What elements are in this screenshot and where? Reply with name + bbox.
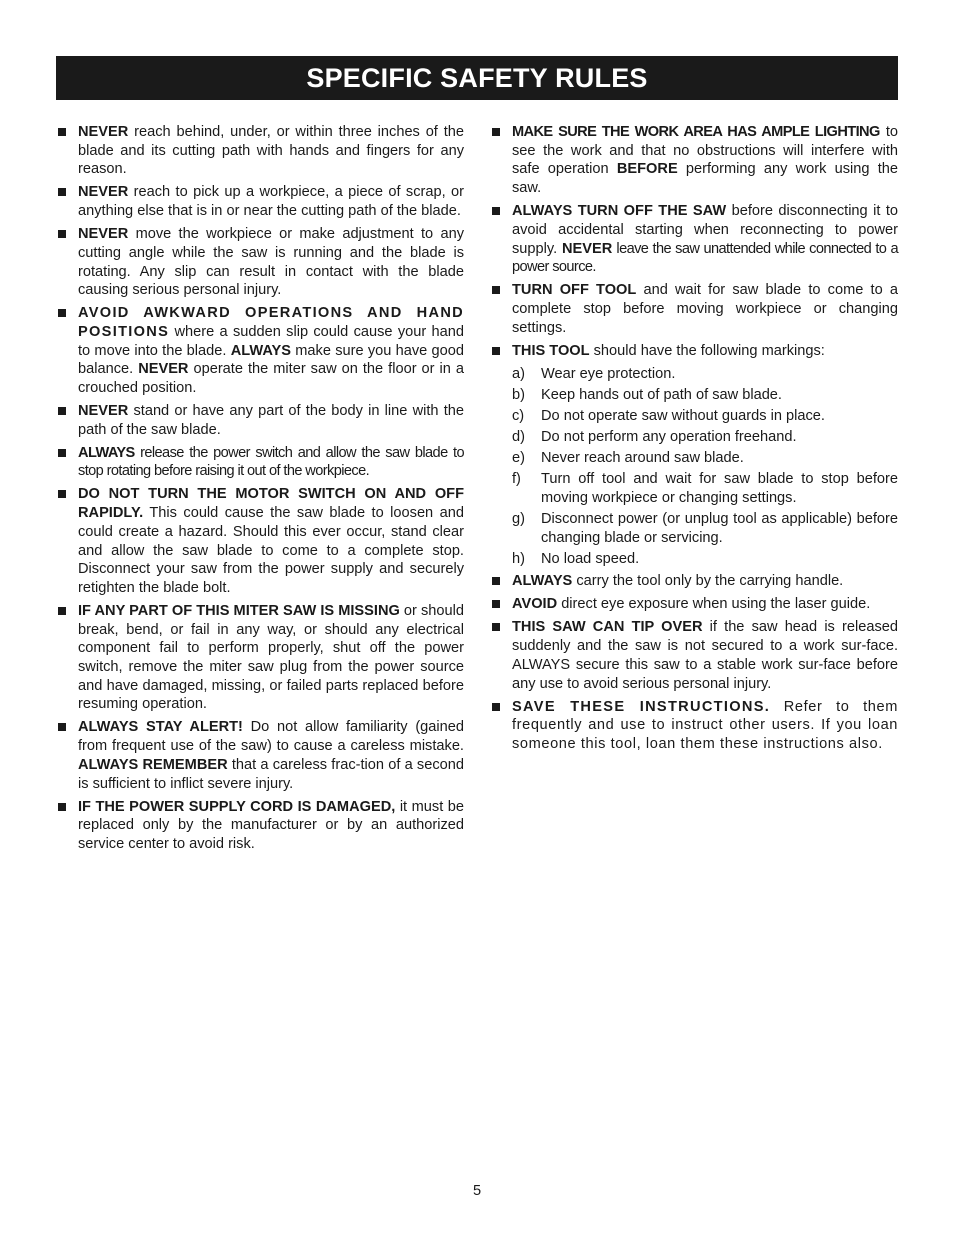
square-bullet-icon bbox=[492, 128, 500, 136]
list-letter: a) bbox=[512, 365, 525, 382]
rule-keyword: THIS TOOL bbox=[512, 342, 590, 359]
safety-rule bbox=[490, 698, 898, 754]
rule-keyword: ALWAYS bbox=[78, 444, 135, 461]
rule-keyword: ALWAYS bbox=[512, 573, 573, 590]
rule-keyword: NEVER bbox=[561, 240, 613, 257]
rule-text: that a careless frac-tion of a second is sufficient to inflict severe injury. bbox=[78, 756, 464, 792]
square-bullet-icon bbox=[492, 347, 500, 355]
square-bullet-icon bbox=[492, 207, 500, 215]
safety-rule bbox=[490, 342, 898, 361]
square-bullet-icon bbox=[58, 607, 66, 615]
square-bullet-icon bbox=[58, 309, 66, 317]
left-column bbox=[56, 123, 464, 858]
square-bullet-icon bbox=[58, 723, 66, 731]
square-bullet-icon bbox=[492, 577, 500, 585]
rule-text: reach behind, under, or within three inches of the blade and its cutting path with hands and fingers for any reason. bbox=[78, 124, 464, 178]
rule-text: it must be replaced only by the manufacturer or by an authorized service center to avoid risk. bbox=[78, 798, 464, 852]
rule-keyword: NEVER bbox=[78, 124, 129, 140]
list-item bbox=[512, 386, 898, 405]
rule-text: direct eye exposure when using the laser guide. bbox=[557, 596, 871, 613]
rule-text: performing any work using the saw. bbox=[512, 161, 898, 197]
safety-rule bbox=[490, 595, 898, 614]
rule-keyword: IF THE POWER SUPPLY CORD IS DAMAGED, bbox=[78, 798, 396, 815]
square-bullet-icon bbox=[492, 286, 500, 294]
rule-keyword: ALWAYS REMEMBER bbox=[78, 756, 228, 773]
rule-text: should have the following markings: bbox=[589, 342, 825, 359]
safety-rule bbox=[490, 202, 898, 277]
square-bullet-icon bbox=[58, 803, 66, 811]
right-column bbox=[490, 123, 898, 758]
list-text: No load speed. bbox=[541, 550, 640, 567]
markings-list bbox=[490, 365, 898, 569]
rule-keyword: AVOID bbox=[512, 596, 558, 613]
list-item bbox=[512, 365, 898, 384]
rule-text: and wait for saw blade to come to a complete stop before moving workpiece or changing settings. bbox=[512, 282, 898, 336]
safety-rule bbox=[490, 618, 898, 693]
list-item bbox=[512, 428, 898, 447]
square-bullet-icon bbox=[492, 600, 500, 608]
rule-text: leave the saw unattended while connected to a power source. bbox=[512, 240, 898, 276]
list-item bbox=[512, 449, 898, 468]
rule-keyword: ALWAYS STAY ALERT! bbox=[78, 719, 243, 736]
safety-rule bbox=[490, 572, 898, 591]
list-item bbox=[512, 550, 898, 569]
list-text: Do not operate saw without guards in place. bbox=[541, 407, 825, 424]
list-letter: b) bbox=[512, 386, 525, 403]
list-letter: c) bbox=[512, 407, 525, 424]
rule-keyword: MAKE SURE THE WORK AREA HAS AMPLE LIGHTING bbox=[512, 124, 880, 140]
rule-keyword: DO NOT TURN THE MOTOR SWITCH ON AND OFF RAPIDLY. bbox=[78, 486, 464, 522]
rule-text: or should break, bend, or fail in any way, or should any electrical component fail to perform properly, shut off the power switch, remove the miter saw plug from the power source and have damaged, missing, or failed parts replaced before resuming operation. bbox=[78, 602, 464, 713]
safety-rule bbox=[56, 123, 464, 179]
rule-keyword: ALWAYS bbox=[230, 342, 291, 359]
safety-rule bbox=[56, 718, 464, 793]
square-bullet-icon bbox=[58, 230, 66, 238]
rule-text: if the saw head is released suddenly and the saw is not secured to a work sur-face. ALWAYS secure this saw to a stable work sur-face before any use to avoid serious personal injury. bbox=[512, 619, 898, 692]
list-text: Disconnect power (or unplug tool as applicable) before changing blade or servicing. bbox=[541, 510, 898, 546]
rule-keyword: THIS SAW CAN TIP OVER bbox=[512, 619, 703, 636]
list-text: Keep hands out of path of saw blade. bbox=[541, 386, 782, 403]
square-bullet-icon bbox=[58, 128, 66, 136]
rule-keyword: NEVER bbox=[78, 226, 129, 243]
square-bullet-icon bbox=[58, 188, 66, 196]
page-title: SPECIFIC SAFETY RULES bbox=[306, 62, 648, 93]
list-item bbox=[512, 407, 898, 426]
square-bullet-icon bbox=[58, 407, 66, 415]
rule-keyword: TURN OFF TOOL bbox=[512, 282, 637, 299]
safety-rule bbox=[56, 183, 464, 220]
title-bar bbox=[56, 56, 898, 100]
list-text: Turn off tool and wait for saw blade to stop before moving workpiece or changing settings. bbox=[541, 471, 898, 506]
rule-text: Do not allow familiarity (gained from frequent use of the saw) to cause a careless mistake. bbox=[78, 719, 465, 755]
rule-keyword: ALWAYS TURN OFF THE SAW bbox=[512, 203, 727, 220]
rule-keyword: IF ANY PART OF THIS MITER SAW IS MISSING bbox=[78, 602, 400, 619]
list-text: Do not perform any operation freehand. bbox=[541, 428, 797, 445]
rule-text: make sure you have good balance. bbox=[78, 342, 464, 378]
list-letter: f) bbox=[512, 471, 521, 488]
safety-rule bbox=[490, 281, 898, 337]
list-text: Wear eye protection. bbox=[541, 365, 676, 382]
safety-rule bbox=[56, 602, 464, 714]
safety-rule bbox=[56, 304, 464, 398]
rule-keyword: AVOID AWKWARD OPERATIONS AND HAND POSITIONS bbox=[78, 305, 464, 340]
rule-text: carry the tool only by the carrying handle. bbox=[572, 573, 844, 590]
square-bullet-icon bbox=[58, 449, 66, 457]
list-letter: e) bbox=[512, 450, 525, 466]
list-letter: g) bbox=[512, 510, 525, 527]
square-bullet-icon bbox=[58, 490, 66, 498]
rule-keyword: BEFORE bbox=[616, 161, 678, 178]
rule-text: release the power switch and allow the saw blade to stop rotating before raising it out of the workpiece. bbox=[78, 444, 464, 480]
list-item bbox=[512, 510, 898, 547]
safety-rule bbox=[56, 798, 464, 854]
list-letter: d) bbox=[512, 428, 525, 445]
rule-text: before disconnecting it to avoid accidental starting when reconnecting to power supply. bbox=[512, 203, 898, 257]
rule-keyword: NEVER bbox=[78, 403, 129, 420]
rule-text: Refer to them frequently and use to instruct other users. If you loan someone this tool, loan them these instructions also. bbox=[512, 698, 898, 752]
list-item bbox=[512, 470, 898, 507]
list-letter: h) bbox=[512, 550, 525, 567]
page-number: 5 bbox=[472, 1183, 482, 1199]
list-text: Never reach around saw blade. bbox=[541, 450, 744, 466]
safety-rule bbox=[56, 402, 464, 439]
rule-keyword: NEVER bbox=[78, 184, 129, 201]
safety-rule bbox=[56, 485, 464, 597]
rule-text: This could cause the saw blade to loosen and could create a hazard. Should this ever occur, stand clear and allow the saw blade to come to a complete stop. Disconnect your saw from the power supply and securely retighten the blade bolt. bbox=[78, 505, 464, 596]
rule-text: reach to pick up a workpiece, a piece of scrap, or anything else that is in or near the cutting path of the blade. bbox=[78, 184, 464, 220]
rule-keyword: SAVE THESE INSTRUCTIONS. bbox=[512, 698, 771, 715]
square-bullet-icon bbox=[492, 623, 500, 631]
rule-text: stand or have any part of the body in line with the path of the saw blade. bbox=[78, 403, 464, 438]
safety-rule bbox=[56, 225, 464, 300]
rule-text: to see the work and that no obstructions will interfere with safe operation bbox=[512, 124, 898, 178]
rule-text: move the workpiece or make adjustment to any cutting angle while the saw is running and the blade is rotating. Any slip can result in contact with the blade causing serious personal injury. bbox=[78, 226, 464, 299]
rule-keyword: NEVER bbox=[138, 361, 189, 378]
safety-rule bbox=[490, 123, 898, 198]
square-bullet-icon bbox=[492, 703, 500, 711]
rule-text: where a sudden slip could cause your hand to move into the blade. bbox=[78, 323, 464, 359]
rule-text: operate the miter saw on the floor or in a crouched position. bbox=[78, 361, 465, 397]
safety-rule bbox=[56, 444, 464, 481]
